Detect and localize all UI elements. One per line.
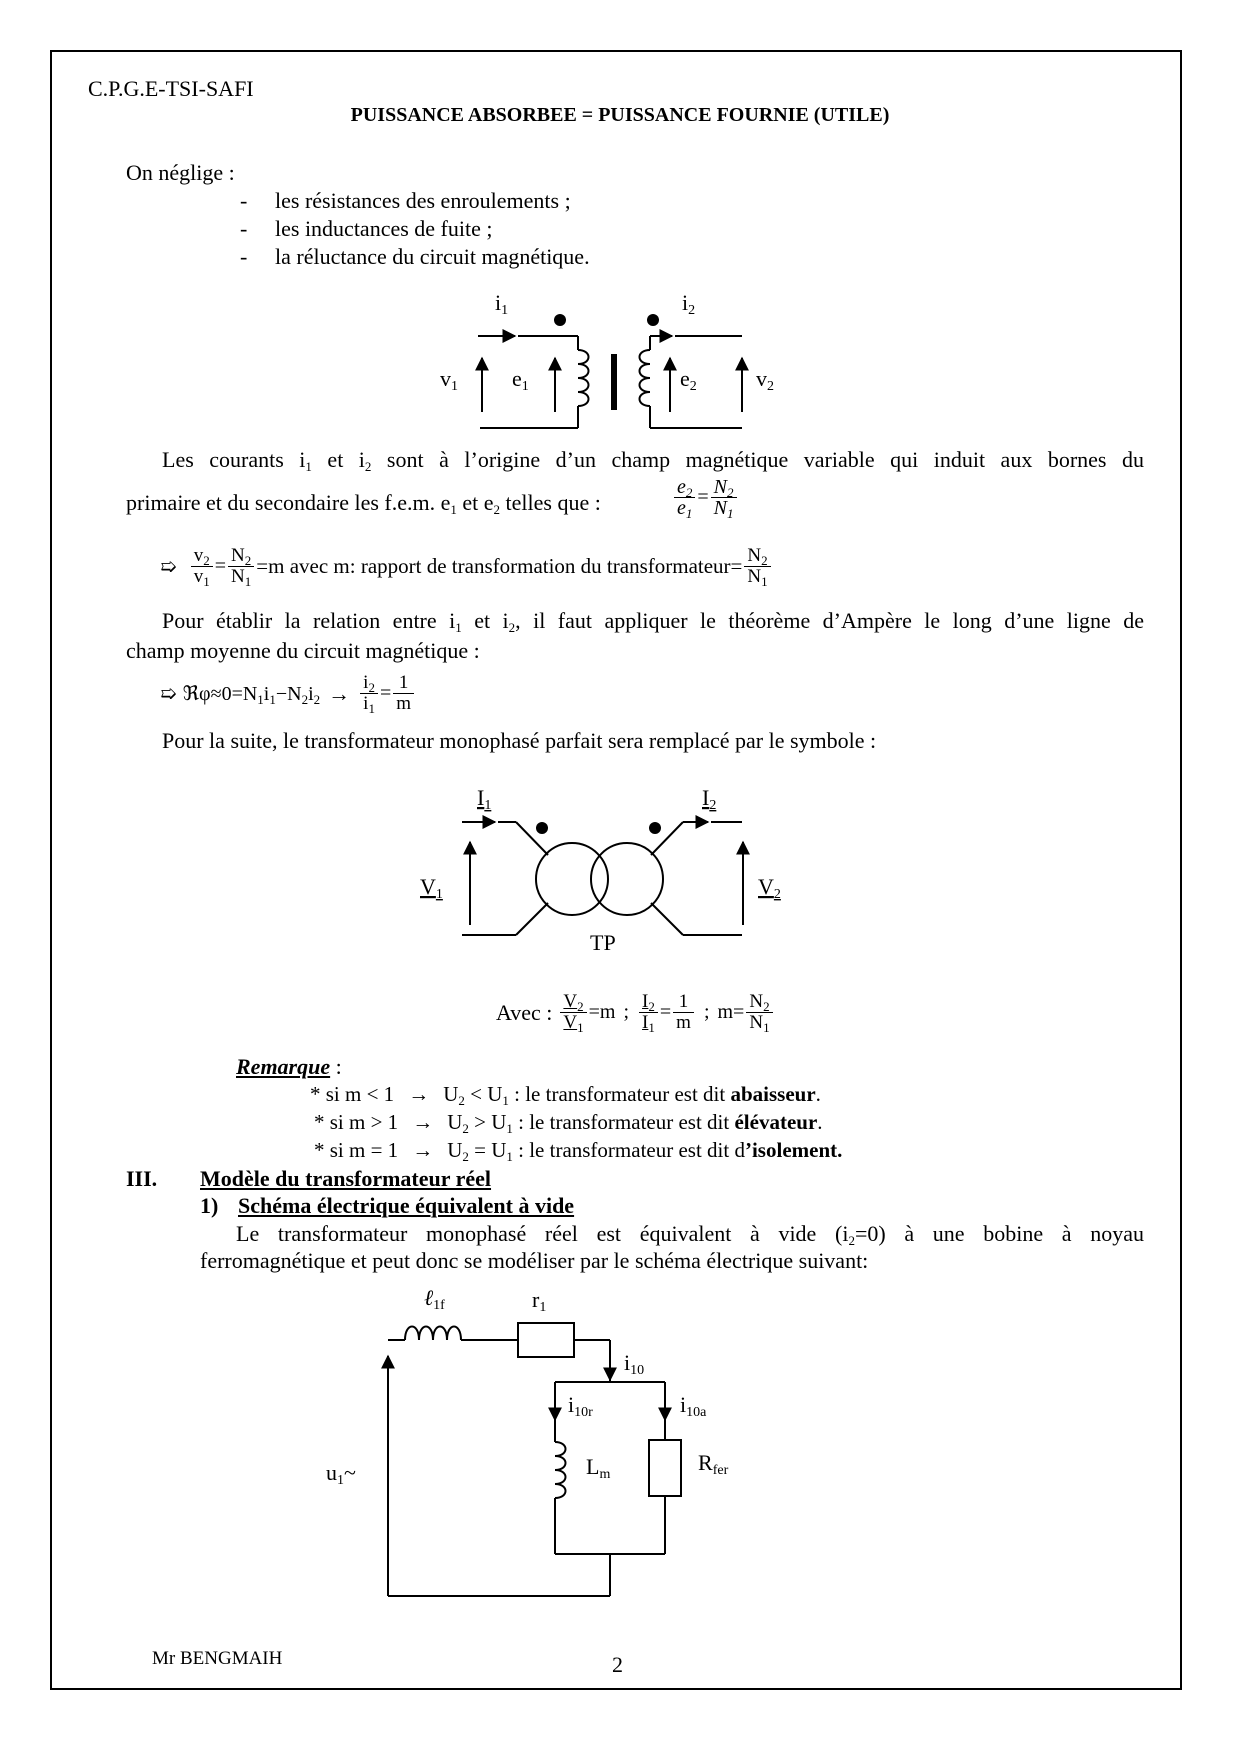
label-i10: i10 xyxy=(624,1350,645,1378)
resistor-r1-icon xyxy=(518,1323,574,1357)
label-V1: V1 xyxy=(420,874,443,902)
paragraph-fem: primaire et du secondaire les f.e.m. $e_1$ et $e_2$ telles que : xyxy=(126,490,601,517)
fraction-N: $\frac{N_2}{N_1}$ xyxy=(746,992,772,1033)
neglect-item: les résistances des enroulements ; xyxy=(275,188,571,213)
ratio-formula: ➯ $\frac{v_2}{v_1}$ = $\frac{N_2}{N_1}$ =m avec m: rapport de transformation du transformateur= $\frac{N_2}{N_1}$ xyxy=(160,546,773,587)
label-i1: i1 xyxy=(495,290,509,318)
ampere-formula: ➯ $ℜ\varphi\approx 0=N_1i_1-N_2i_2$ → $\frac{i_2}{i_1}$ = $\frac{1}{m}$ xyxy=(160,673,416,714)
dot-marker xyxy=(649,822,661,834)
resistor-rfer-icon xyxy=(649,1440,681,1496)
label-r1: r1 xyxy=(532,1287,547,1315)
leakage-inductor-icon xyxy=(405,1327,461,1341)
page-number: 2 xyxy=(612,1652,623,1677)
label-v1: v1 xyxy=(440,366,458,394)
transformer-diagram xyxy=(420,282,780,442)
fraction-i: $\frac{i_2}{i_1}$ xyxy=(360,673,378,714)
label-I2: I2 xyxy=(702,785,717,813)
equivalent-circuit-diagram xyxy=(320,1280,760,1610)
neglect-intro: On néglige : xyxy=(126,160,235,185)
primary-coil-icon xyxy=(578,350,589,406)
fraction-n: $\frac{N_2}{N_1}$ xyxy=(744,546,770,587)
subsection-number: 1) xyxy=(200,1193,219,1218)
label-e2: e2 xyxy=(680,366,697,394)
subsection-heading: Schéma électrique équivalent à vide xyxy=(238,1193,575,1218)
label-i2: i2 xyxy=(682,290,696,318)
paragraph-model-2: ferromagnétique et peut donc se modéliser par le schéma électrique suivant: xyxy=(200,1248,869,1273)
section-title-text: PUISSANCE ABSORBEE = PUISSANCE FOURNIE (UTILE) xyxy=(350,104,890,126)
paragraph-currents: Les courants $i_1$ et $i_2$ sont à l’origine d’un champ magnétique variable qui induit aux bornes du xyxy=(162,447,1144,474)
fem-ratio-formula: $\frac{e_2}{e_1}$ = $\frac{N_2}{N_1}$ xyxy=(672,477,739,518)
list-dash: - xyxy=(240,244,248,269)
label-tp: TP xyxy=(590,930,616,955)
paragraph-ampere: Pour établir la relation entre $i_1$ et $i_2$, il faut appliquer le théorème d’Ampère le long d’une ligne de xyxy=(162,608,1145,635)
label-v2: v2 xyxy=(756,366,774,394)
secondary-coil-icon xyxy=(640,350,651,406)
fraction-one-m: $\frac{1}{m}$ xyxy=(393,673,414,714)
label-e1: e1 xyxy=(512,366,529,394)
fraction-n: $\frac{N_2}{N_1}$ xyxy=(228,546,254,587)
fraction-I: $\frac{I_2}{I_1}$ xyxy=(639,992,658,1033)
fraction-one-m: $\frac{1}{m}$ xyxy=(673,992,694,1033)
author: Mr BENGMAIH xyxy=(152,1648,283,1669)
label-lm: Lm xyxy=(586,1454,611,1482)
fraction-n: $\frac{N_2}{N_1}$ xyxy=(711,477,737,518)
label-i10r: i10r xyxy=(568,1392,593,1420)
label-u1: u1~ xyxy=(326,1460,356,1488)
paragraph-symbol: Pour la suite, le transformateur monophasé parfait sera remplacé par le symbole : xyxy=(162,728,877,753)
label-I1: I1 xyxy=(477,785,492,813)
list-dash: - xyxy=(240,188,248,213)
fraction-V: $\frac{V_2}{V_1}$ xyxy=(560,992,586,1033)
label-rfer: Rfer xyxy=(698,1450,729,1478)
remark-heading: Remarque : xyxy=(236,1054,342,1079)
paragraph-model: Le transformateur monophasé réel est équivalent à vide $(i_2=0)$ à une bobine à noyau xyxy=(236,1221,1144,1248)
paragraph-ampere-2: champ moyenne du circuit magnétique : xyxy=(126,638,480,663)
fraction-e: $\frac{e_2}{e_1}$ xyxy=(674,477,695,518)
list-dash: - xyxy=(240,216,248,241)
magnetizing-inductor-icon xyxy=(555,1442,566,1498)
arrow-icon: ➯ xyxy=(160,556,177,578)
arrow-icon: ➯ xyxy=(160,683,177,705)
neglect-item: les inductances de fuite ; xyxy=(275,216,493,241)
remark-case: * si $m = 1 \to U_2 = U_1$ : le transformateur est dit d’isolement. xyxy=(314,1138,843,1164)
primary-circle xyxy=(536,843,608,915)
remark-case: * si $m < 1 \to U_2 < U_1$ : le transformateur est dit abaisseur. xyxy=(310,1082,821,1108)
section-heading: Modèle du transformateur réel xyxy=(200,1166,492,1191)
section-number: III. xyxy=(126,1166,158,1191)
tp-relations: Avec : $\frac{V_2}{V_1}$ =m ; $\frac{I_2}{I_1}$ = $\frac{1}{m}$ ; m= $\frac{N_2}{N_1}$ xyxy=(496,992,775,1033)
school-name: C.P.G.E-TSI-SAFI xyxy=(88,76,254,101)
dot-marker xyxy=(647,314,659,326)
label-l1f: ℓ1f xyxy=(424,1285,445,1313)
section-title xyxy=(0,104,1240,127)
fraction-v: $\frac{v_2}{v_1}$ xyxy=(191,546,213,587)
label-i10a: i10a xyxy=(680,1392,707,1420)
tp-symbol-diagram xyxy=(410,772,810,962)
dot-marker xyxy=(554,314,566,326)
label-V2: V2 xyxy=(758,874,781,902)
remark-case: * si $m > 1 \to U_2 > U_1$ : le transformateur est dit élévateur. xyxy=(314,1110,823,1136)
neglect-item: la réluctance du circuit magnétique. xyxy=(275,244,590,269)
dot-marker xyxy=(536,822,548,834)
